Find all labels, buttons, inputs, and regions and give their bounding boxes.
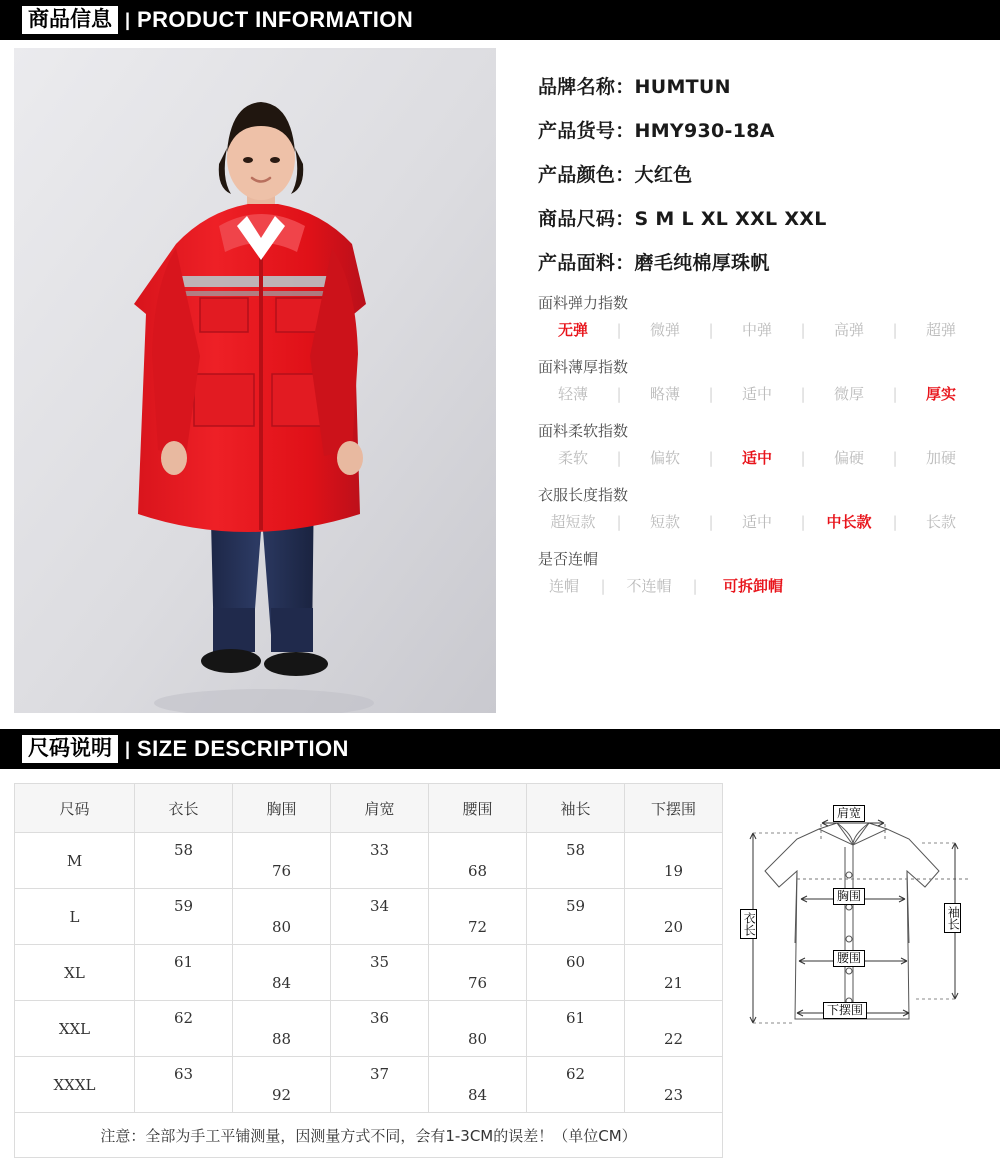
cell-bust: 80 <box>233 889 331 945</box>
product-header-divider: | <box>125 9 131 30</box>
index-title-elasticity: 面料弹力指数 <box>538 294 629 312</box>
size-description-header <box>0 729 1000 769</box>
spec-brand-value: HUMTUN <box>634 76 731 98</box>
table-row <box>15 889 723 945</box>
spec-sizes <box>538 204 986 231</box>
index-separator: | <box>616 448 622 467</box>
index-row-length <box>538 511 986 532</box>
spec-color-label: 产品颜色： <box>538 164 635 186</box>
index-separator: | <box>892 512 898 531</box>
spec-brand <box>538 72 986 99</box>
spec-fabric-label: 产品面料： <box>538 252 635 274</box>
index-row-elasticity <box>538 319 986 340</box>
index-option-hood-2[interactable]: 可拆卸帽 <box>722 577 783 595</box>
cell-sleeve: 60 <box>527 945 625 1001</box>
index-option-length-2[interactable]: 适中 <box>741 513 772 531</box>
diagram-label-length: 衣长 <box>740 909 757 939</box>
cell-waist: 80 <box>429 1001 527 1057</box>
table-row <box>15 1001 723 1057</box>
spec-model <box>538 116 986 143</box>
index-title-softness: 面料柔软指数 <box>538 422 629 440</box>
index-separator: | <box>692 576 698 595</box>
spec-brand-label: 品牌名称： <box>538 76 635 98</box>
size-body <box>0 769 1000 1158</box>
cell-length: 63 <box>135 1057 233 1113</box>
index-row-softness <box>538 447 986 468</box>
size-description-section <box>0 729 1000 1158</box>
cell-hem: 22 <box>625 1001 723 1057</box>
cell-waist: 76 <box>429 945 527 1001</box>
index-option-thickness-4[interactable]: 厚实 <box>925 385 956 403</box>
cell-sleeve: 62 <box>527 1057 625 1113</box>
index-row-hood <box>538 575 986 596</box>
col-header-bust: 胸围 <box>233 784 331 833</box>
index-separator: | <box>600 576 606 595</box>
index-separator: | <box>616 320 622 339</box>
cell-size: M <box>15 833 135 889</box>
index-option-hood-0[interactable]: 连帽 <box>548 577 579 595</box>
cell-size: XL <box>15 945 135 1001</box>
cell-sleeve: 61 <box>527 1001 625 1057</box>
spec-fabric-value: 磨毛纯棉厚珠帆 <box>634 252 770 274</box>
index-separator: | <box>708 448 714 467</box>
size-header-en: SIZE DESCRIPTION <box>137 736 349 761</box>
index-option-length-3[interactable]: 中长款 <box>826 513 872 531</box>
index-option-elasticity-0[interactable]: 无弹 <box>557 321 588 339</box>
index-option-thickness-0[interactable]: 轻薄 <box>557 385 588 403</box>
cell-size: XXL <box>15 1001 135 1057</box>
cell-shoulder: 33 <box>331 833 429 889</box>
index-option-length-1[interactable]: 短款 <box>649 513 680 531</box>
cell-hem: 19 <box>625 833 723 889</box>
cell-bust: 84 <box>233 945 331 1001</box>
cell-waist: 68 <box>429 833 527 889</box>
product-header-en: PRODUCT INFORMATION <box>137 7 414 32</box>
index-option-elasticity-4[interactable]: 超弹 <box>925 321 956 339</box>
col-header-hem: 下摆围 <box>625 784 723 833</box>
diagram-label-bust: 胸围 <box>833 888 865 905</box>
cell-length: 61 <box>135 945 233 1001</box>
cell-size: L <box>15 889 135 945</box>
garment-measure-diagram <box>723 783 986 1158</box>
cell-length: 62 <box>135 1001 233 1057</box>
index-separator: | <box>800 448 806 467</box>
col-header-sleeve: 袖长 <box>527 784 625 833</box>
spec-sizes-label: 商品尺码： <box>538 208 635 230</box>
cell-size: XXXL <box>15 1057 135 1113</box>
index-option-thickness-2[interactable]: 适中 <box>741 385 772 403</box>
cell-waist: 72 <box>429 889 527 945</box>
product-info-area <box>0 48 1000 713</box>
product-header-cn: 商品信息 <box>22 6 118 34</box>
spec-model-label: 产品货号： <box>538 120 635 142</box>
spec-sizes-value: S M L XL XXL XXL <box>634 208 827 230</box>
table-header-row <box>15 784 723 833</box>
cell-shoulder: 37 <box>331 1057 429 1113</box>
spec-color-value: 大红色 <box>634 164 693 186</box>
index-separator: | <box>616 384 622 403</box>
product-information-header <box>0 0 1000 40</box>
cell-bust: 92 <box>233 1057 331 1113</box>
index-title-hood: 是否连帽 <box>538 550 599 568</box>
cell-shoulder: 34 <box>331 889 429 945</box>
diagram-label-waist: 腰围 <box>833 950 865 967</box>
cell-shoulder: 36 <box>331 1001 429 1057</box>
size-header-divider: | <box>125 738 131 759</box>
index-option-length-4[interactable]: 长款 <box>925 513 956 531</box>
diagram-label-hem: 下摆围 <box>823 1002 867 1019</box>
index-separator: | <box>708 384 714 403</box>
cell-waist: 84 <box>429 1057 527 1113</box>
cell-length: 58 <box>135 833 233 889</box>
col-header-size: 尺码 <box>15 784 135 833</box>
measurement-note: 注意：全部为手工平铺测量，因测量方式不同，会有1-3CM的误差！（单位CM） <box>15 1113 723 1158</box>
cell-hem: 20 <box>625 889 723 945</box>
index-option-thickness-3[interactable]: 微厚 <box>833 385 864 403</box>
index-option-softness-0[interactable]: 柔软 <box>557 449 588 467</box>
spec-color <box>538 160 986 187</box>
index-option-hood-1[interactable]: 不连帽 <box>626 577 672 595</box>
index-separator: | <box>800 320 806 339</box>
size-header-cn: 尺码说明 <box>22 735 118 763</box>
index-separator: | <box>800 384 806 403</box>
index-option-softness-2[interactable]: 适中 <box>741 449 772 467</box>
col-header-length: 衣长 <box>135 784 233 833</box>
product-specs <box>496 48 986 713</box>
spec-fabric <box>538 248 986 275</box>
size-table <box>14 783 723 1158</box>
index-option-length-0[interactable]: 超短款 <box>550 513 596 531</box>
index-title-length: 衣服长度指数 <box>538 486 629 504</box>
cell-bust: 88 <box>233 1001 331 1057</box>
index-option-elasticity-1[interactable]: 微弹 <box>649 321 680 339</box>
table-row <box>15 945 723 1001</box>
table-row <box>15 1057 723 1113</box>
cell-shoulder: 35 <box>331 945 429 1001</box>
index-option-elasticity-3[interactable]: 高弹 <box>833 321 864 339</box>
index-row-thickness <box>538 383 986 404</box>
index-option-softness-4[interactable]: 加硬 <box>925 449 956 467</box>
col-header-shoulder: 肩宽 <box>331 784 429 833</box>
table-note-row <box>15 1113 723 1158</box>
cell-sleeve: 58 <box>527 833 625 889</box>
index-option-softness-1[interactable]: 偏软 <box>649 449 680 467</box>
spec-model-value: HMY930-18A <box>634 120 775 142</box>
diagram-label-sleeve: 袖长 <box>944 903 961 933</box>
index-separator: | <box>708 512 714 531</box>
cell-bust: 76 <box>233 833 331 889</box>
cell-hem: 21 <box>625 945 723 1001</box>
cell-sleeve: 59 <box>527 889 625 945</box>
model-photo-illustration <box>14 48 496 713</box>
diagram-label-shoulder: 肩宽 <box>833 805 865 822</box>
col-header-waist: 腰围 <box>429 784 527 833</box>
index-option-elasticity-2[interactable]: 中弹 <box>741 321 772 339</box>
index-separator: | <box>892 384 898 403</box>
table-row <box>15 833 723 889</box>
index-separator: | <box>892 320 898 339</box>
index-separator: | <box>892 448 898 467</box>
cell-hem: 23 <box>625 1057 723 1113</box>
index-option-thickness-1[interactable]: 略薄 <box>649 385 680 403</box>
index-separator: | <box>708 320 714 339</box>
product-photo <box>14 48 496 713</box>
index-separator: | <box>800 512 806 531</box>
index-separator: | <box>616 512 622 531</box>
index-title-thickness: 面料薄厚指数 <box>538 358 629 376</box>
index-option-softness-3[interactable]: 偏硬 <box>833 449 864 467</box>
cell-length: 59 <box>135 889 233 945</box>
